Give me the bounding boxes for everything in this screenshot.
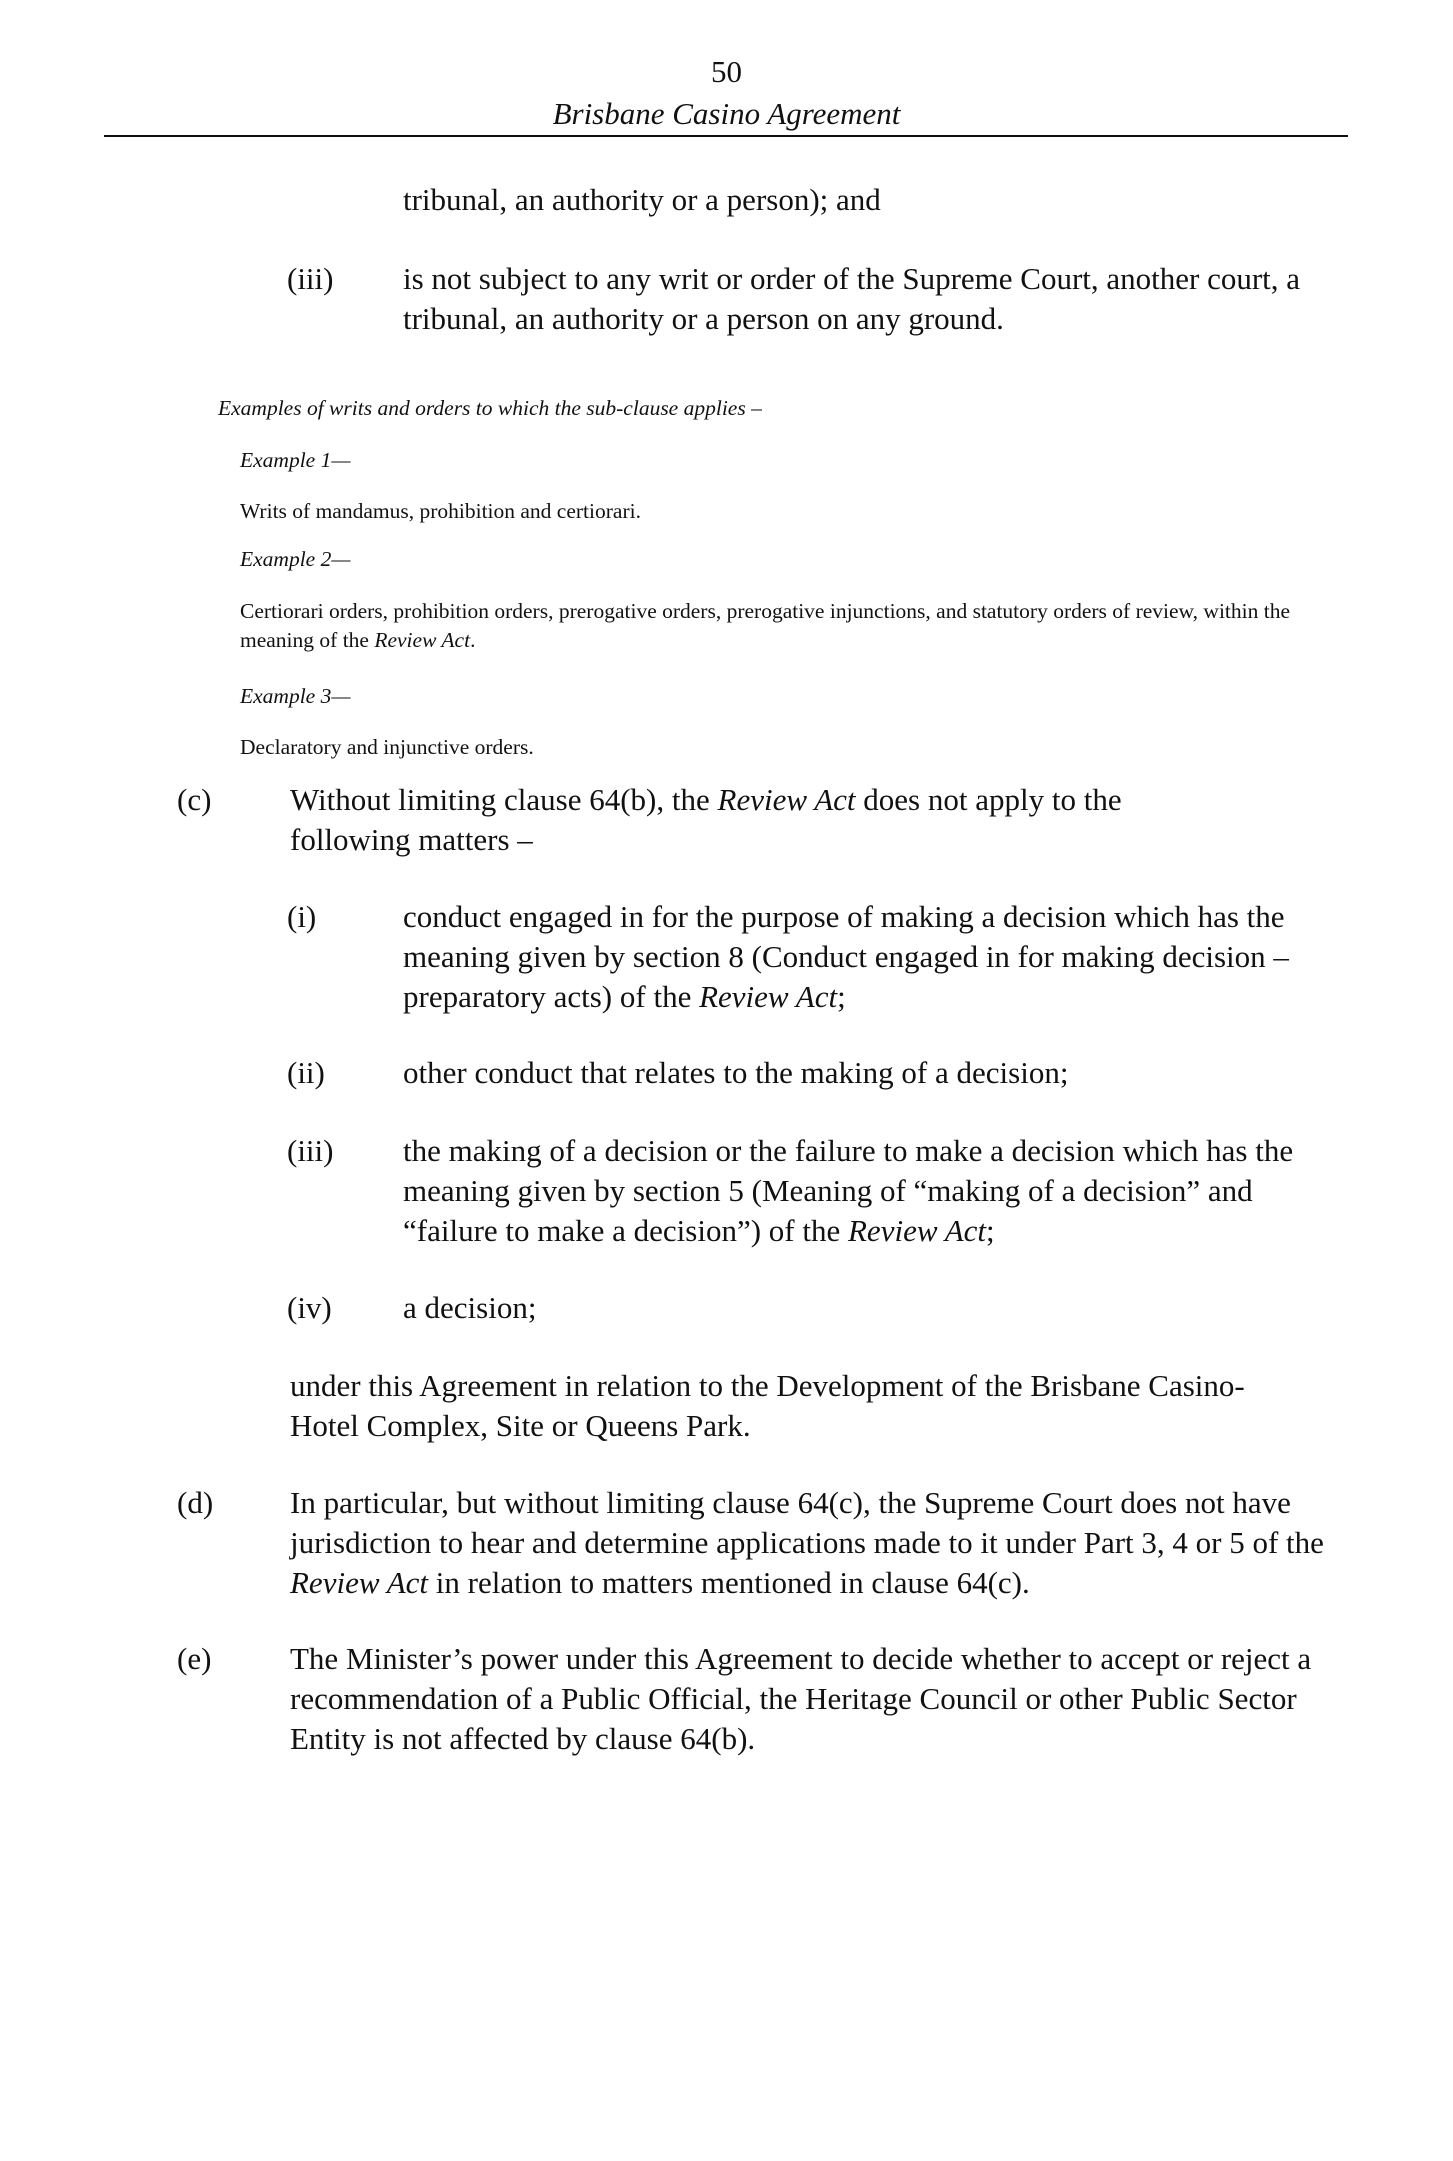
subparagraph-label-c-iv: (iv): [287, 1290, 332, 1325]
paragraph-label-c: (c): [177, 782, 212, 817]
running-header-title: Brisbane Casino Agreement: [552, 96, 901, 131]
example-2-text: Certiorari orders, prohibition orders, prerogative orders, prerogative injunctions, and statutory orders of review, within the meaning of the Review Act.: [240, 599, 1291, 652]
paragraph-continuation: tribunal, an authority or a person); and: [403, 182, 881, 217]
example-3-title: Example 3—: [240, 684, 351, 708]
paragraph-label-e: (e): [177, 1641, 212, 1676]
paragraph-label-d: (d): [177, 1485, 214, 1520]
paragraph-c-text: Without limiting clause 64(b), the Review Act does not apply to the following matters –: [290, 782, 1122, 857]
paragraph-d-text: In particular, but without limiting clause 64(c), the Supreme Court does not have jurisdiction to hear and determine applications made to it under Part 3, 4 or 5 of the Review Act in relation to matters mentioned in clause 64(c).: [290, 1485, 1324, 1600]
example-1-title: Example 1—: [240, 448, 351, 472]
subparagraph-c-iii-text: the making of a decision or the failure to make a decision which has the meaning given by section 5 (Meaning of “making of a decision” and “failure to make a decision”) of the Review Act;: [403, 1133, 1294, 1248]
subparagraph-label-c-iii: (iii): [287, 1133, 334, 1168]
subparagraph-c-iv-text: a decision;: [403, 1290, 537, 1325]
example-2-title: Example 2—: [240, 547, 351, 571]
paragraph-c-closing: under this Agreement in relation to the Development of the Brisbane Casino-Hotel Complex, Site or Queens Park.: [290, 1368, 1245, 1443]
page-number: 50: [711, 54, 742, 89]
subparagraph-c-ii-text: other conduct that relates to the making of a decision;: [403, 1055, 1069, 1090]
subparagraph-label-c-i: (i): [287, 899, 317, 934]
subparagraph-label-c-ii: (ii): [287, 1055, 325, 1090]
example-3-text: Declaratory and injunctive orders.: [240, 735, 534, 759]
example-1-text: Writs of mandamus, prohibition and certiorari.: [240, 499, 641, 523]
subparagraph-c-i-text: conduct engaged in for the purpose of making a decision which has the meaning given by section 8 (Conduct engaged in for making decision – preparatory acts) of the Review Act;: [403, 899, 1289, 1014]
paragraph-e-text: The Minister’s power under this Agreement to decide whether to accept or reject a recommendation of a Public Official, the Heritage Council or other Public Sector Entity is not affected by clause 64(b).: [290, 1641, 1312, 1756]
subparagraph-label-iii: (iii): [287, 261, 334, 296]
subparagraph-iii-text: is not subject to any writ or order of the Supreme Court, another court, a tribunal, an authority or a person on any ground.: [403, 261, 1301, 336]
header-rule: [104, 135, 1348, 137]
examples-heading: Examples of writs and orders to which the sub-clause applies –: [218, 396, 762, 420]
